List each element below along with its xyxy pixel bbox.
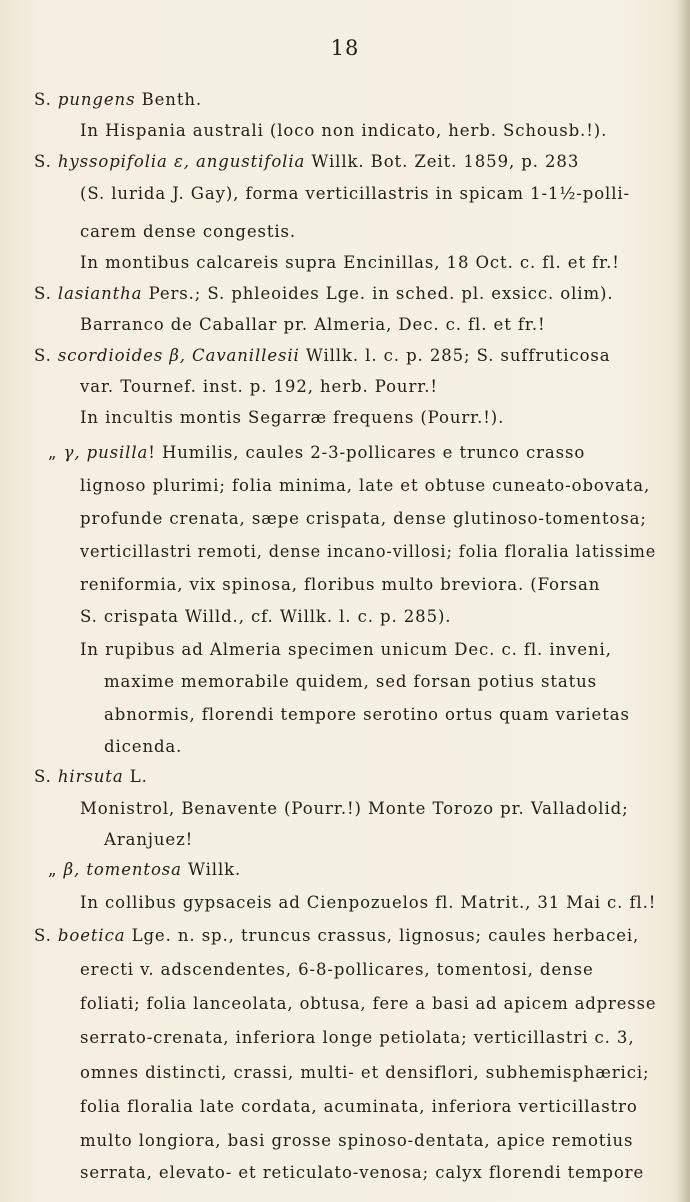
text-line: Barranco de Caballar pr. Almeria, Dec. c. fl. et fr.! [80, 315, 546, 334]
text-line: lignoso plurimi; folia minima, late et obtuse cuneato-obovata, [80, 476, 651, 495]
text-line: „ β, tomentosa Willk. [48, 860, 242, 879]
text-line: (S. lurida J. Gay), forma verticillastris in spicam 1-1½-polli- [80, 184, 631, 203]
text-line: S. crispata Willd., cf. Willk. l. c. p. 285). [80, 607, 452, 626]
text-line: multo longiora, basi grosse spinoso-dentata, apice remotius [80, 1131, 634, 1150]
text-line: abnormis, florendi tempore serotino ortus quam varietas [104, 705, 630, 724]
text-line: dicenda. [104, 737, 183, 756]
text-line: In rupibus ad Almeria specimen unicum Dec. c. fl. inveni, [80, 640, 612, 659]
text-line: verticillastri remoti, dense incano-villosi; folia floralia latissime [80, 542, 657, 561]
text-line: S. boetica Lge. n. sp., truncus crassus, lignosus; caules herbacei, [34, 926, 640, 945]
text-line: folia floralia late cordata, acuminata, inferiora verticillastro [80, 1097, 638, 1116]
text-line: erecti v. adscendentes, 6-8-pollicares, tomentosi, dense [80, 960, 594, 979]
text-line: maxime memorabile quidem, sed forsan potius status [104, 672, 598, 691]
page-edge-shadow [678, 0, 690, 1202]
text-line: reniformia, vix spinosa, floribus multo breviora. (Forsan [80, 575, 601, 594]
text-line: Monistrol, Benavente (Pourr.!) Monte Torozo pr. Valladolid; [80, 799, 629, 818]
text-line: omnes distincti, crassi, multi- et densiflori, subhemisphærici; [80, 1063, 650, 1082]
text-line: serrata, elevato- et reticulato-venosa; calyx florendi tempore [80, 1163, 645, 1182]
text-line: S. pungens Benth. [34, 90, 203, 109]
text-line: serrato-crenata, inferiora longe petiolata; verticillastri c. 3, [80, 1028, 635, 1047]
text-line: „ γ, pusilla! Humilis, caules 2-3-pollicares e trunco crasso [48, 443, 586, 462]
text-line: In montibus calcareis supra Encinillas, 18 Oct. c. fl. et fr.! [80, 253, 620, 272]
text-line: Aranjuez! [104, 830, 194, 849]
text-line: In collibus gypsaceis ad Cienpozuelos fl. Matrit., 31 Mai c. fl.! [80, 893, 657, 912]
text-line: S. hirsuta L. [34, 767, 148, 786]
text-line: foliati; folia lanceolata, obtusa, fere a basi ad apicem adpresse [80, 994, 657, 1013]
text-line: carem dense congestis. [80, 222, 297, 241]
text-line: In Hispania australi (loco non indicato, herb. Schousb.!). [80, 121, 608, 140]
text-line: S. hyssopifolia ε, angustifolia Willk. Bot. Zeit. 1859, p. 283 [34, 152, 580, 171]
text-line: S. lasiantha Pers.; S. phleoides Lge. in sched. pl. exsicc. olim). [34, 284, 614, 303]
text-line: S. scordioides β, Cavanillesii Willk. l. c. p. 285; S. suffruticosa [34, 346, 611, 365]
text-line: profunde crenata, sæpe crispata, dense glutinoso-tomentosa; [80, 509, 647, 528]
page-number: 18 [330, 36, 360, 60]
text-line: In incultis montis Segarræ frequens (Pourr.!). [80, 408, 505, 427]
text-line: var. Tournef. inst. p. 192, herb. Pourr.! [80, 377, 438, 396]
